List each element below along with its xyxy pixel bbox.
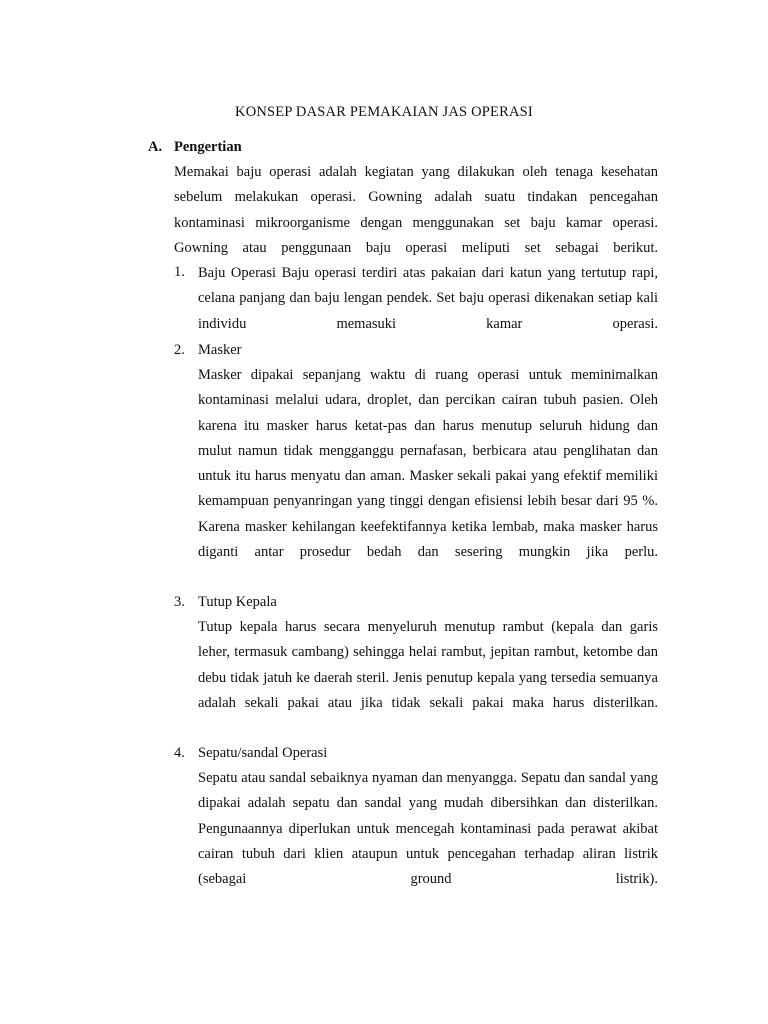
list-item-heading: Tutup Kepala <box>198 594 277 610</box>
section-letter: A. <box>148 139 163 155</box>
list-item-body: Masker dipakai sepanjang waktu di ruang operasi untuk meminimalkan kontaminasi melalui udara, droplet, dan percikan cairan tubuh pasien. Oleh karena itu masker harus ketat-pas dan harus menutup seluruh hidung dan mulut namun tidak mengganggu pernafasan, berbicara atau penglihatan dan untuk itu harus menyatu dan aman. Masker sekali pakai yang efektif memiliki kemampuan penyanringan yang tinggi dengan efisiensi lebih besar dari 95 %. Karena masker kehilangan keefektifannya ketika lembab, maka masker harus diganti antar prosedur bedah dan sesering mungkin jika perlu. <box>198 367 658 561</box>
list-item-number: 4. <box>174 745 185 761</box>
list-item-number: 2. <box>174 342 185 358</box>
document-title: KONSEP DASAR PEMAKAIAN JAS OPERASI <box>235 104 533 120</box>
section-heading: Pengertian <box>174 139 242 155</box>
list-item-body: Sepatu atau sandal sebaiknya nyaman dan menyangga. Sepatu dan sandal yang dipakai adalah sepatu dan sandal yang mudah dibersihkan dan disterilkan. Pengunaannya diperlukan untuk mencegah kontaminasi pada perawat akibat cairan tubuh dari klien ataupun untuk pencegahan terhadap aliran listrik (sebagai ground listrik). <box>198 770 658 888</box>
section-intro-paragraph: Memakai baju operasi adalah kegiatan yang dilakukan oleh tenaga kesehatan sebelum melakukan operasi. Gowning adalah suatu tindakan pencegahan kontaminasi mikroorganisme dengan menggunakan set baju kamar operasi. Gowning atau penggunaan baju operasi meliputi set sebagai berikut. <box>174 164 658 256</box>
list-item-number: 1. <box>174 264 185 280</box>
list-item-number: 3. <box>174 594 185 610</box>
list-item-body: Baju Operasi Baju operasi terdiri atas pakaian dari katun yang tertutup rapi, celana panjang dan baju lengan pendek. Set baju operasi dikenakan setiap kali individu memasuki kamar operasi. <box>198 265 658 332</box>
list-item-body: Tutup kepala harus secara menyeluruh menutup rambut (kepala dan garis leher, termasuk cambang) sehingga helai rambut, jepitan rambut, ketombe dan debu tidak jatuh ke daerah steril. Jenis penutup kepala yang tersedia semuanya adalah sekali pakai atau jika tidak sekali pakai maka harus disterilkan. <box>198 619 658 711</box>
list-item-heading: Sepatu/sandal Operasi <box>198 745 328 761</box>
list-item-heading: Masker <box>198 342 242 358</box>
